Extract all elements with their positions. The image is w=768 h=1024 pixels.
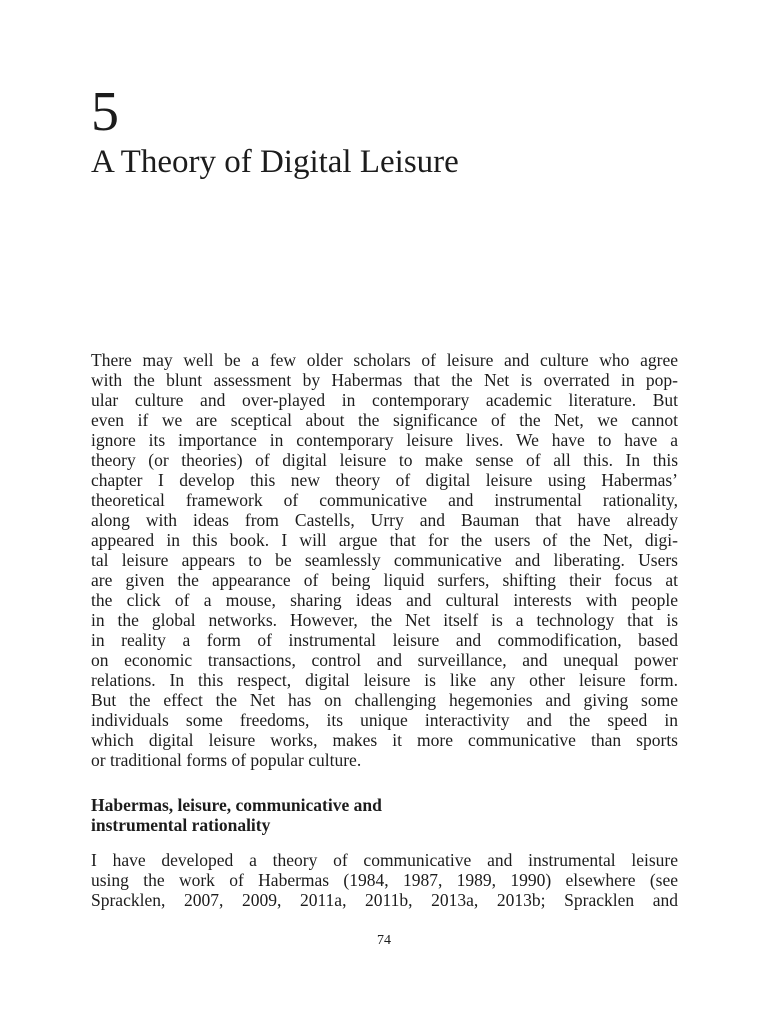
text-line: But the effect the Net has on challenging hegemonies and giving some	[91, 690, 678, 710]
text-line: There may well be a few older scholars of leisure and culture who agree	[91, 350, 678, 370]
text-line: in reality a form of instrumental leisure and commodification, based	[91, 630, 678, 650]
text-line: appeared in this book. I will argue that for the users of the Net, digi-	[91, 530, 678, 550]
text-line: or traditional forms of popular culture.	[91, 750, 362, 770]
chapter-number: 5	[91, 81, 119, 143]
text-line: using the work of Habermas (1984, 1987, 1989, 1990) elsewhere (see	[91, 870, 678, 890]
text-line: along with ideas from Castells, Urry and Bauman that have already	[91, 510, 678, 530]
section-paragraph	[91, 850, 678, 910]
text-line: on economic transactions, control and surveillance, and unequal power	[91, 650, 678, 670]
text-line: individuals some freedoms, its unique interactivity and the speed in	[91, 710, 678, 730]
intro-paragraph	[91, 350, 678, 770]
section-heading	[91, 795, 382, 835]
text-line: in the global networks. However, the Net itself is a technology that is	[91, 610, 678, 630]
text-line: tal leisure appears to be seamlessly communicative and liberating. Users	[91, 550, 678, 570]
text-line: theory (or theories) of digital leisure to make sense of all this. In this	[91, 450, 678, 470]
text-line: I have developed a theory of communicative and instrumental leisure	[91, 850, 678, 870]
text-line: chapter I develop this new theory of digital leisure using Habermas’	[91, 470, 678, 490]
text-line: relations. In this respect, digital leisure is like any other leisure form.	[91, 670, 678, 690]
text-line: are given the appearance of being liquid surfers, shifting their focus at	[91, 570, 678, 590]
text-line: ignore its importance in contemporary leisure lives. We have to have a	[91, 430, 678, 450]
page-number: 74	[377, 933, 391, 948]
text-line: with the blunt assessment by Habermas that the Net is overrated in pop-	[91, 370, 678, 390]
text-line: theoretical framework of communicative and instrumental rationality,	[91, 490, 678, 510]
heading-line: instrumental rationality	[91, 815, 271, 835]
text-line: ular culture and over-played in contemporary academic literature. But	[91, 390, 678, 410]
text-line: Spracklen, 2007, 2009, 2011a, 2011b, 2013a, 2013b; Spracklen and	[91, 890, 678, 910]
chapter-title: A Theory of Digital Leisure	[91, 144, 459, 180]
text-line: which digital leisure works, makes it more communicative than sports	[91, 730, 678, 750]
text-line: the click of a mouse, sharing ideas and cultural interests with people	[91, 590, 678, 610]
text-line: even if we are sceptical about the significance of the Net, we cannot	[91, 410, 678, 430]
heading-line: Habermas, leisure, communicative and	[91, 795, 382, 815]
